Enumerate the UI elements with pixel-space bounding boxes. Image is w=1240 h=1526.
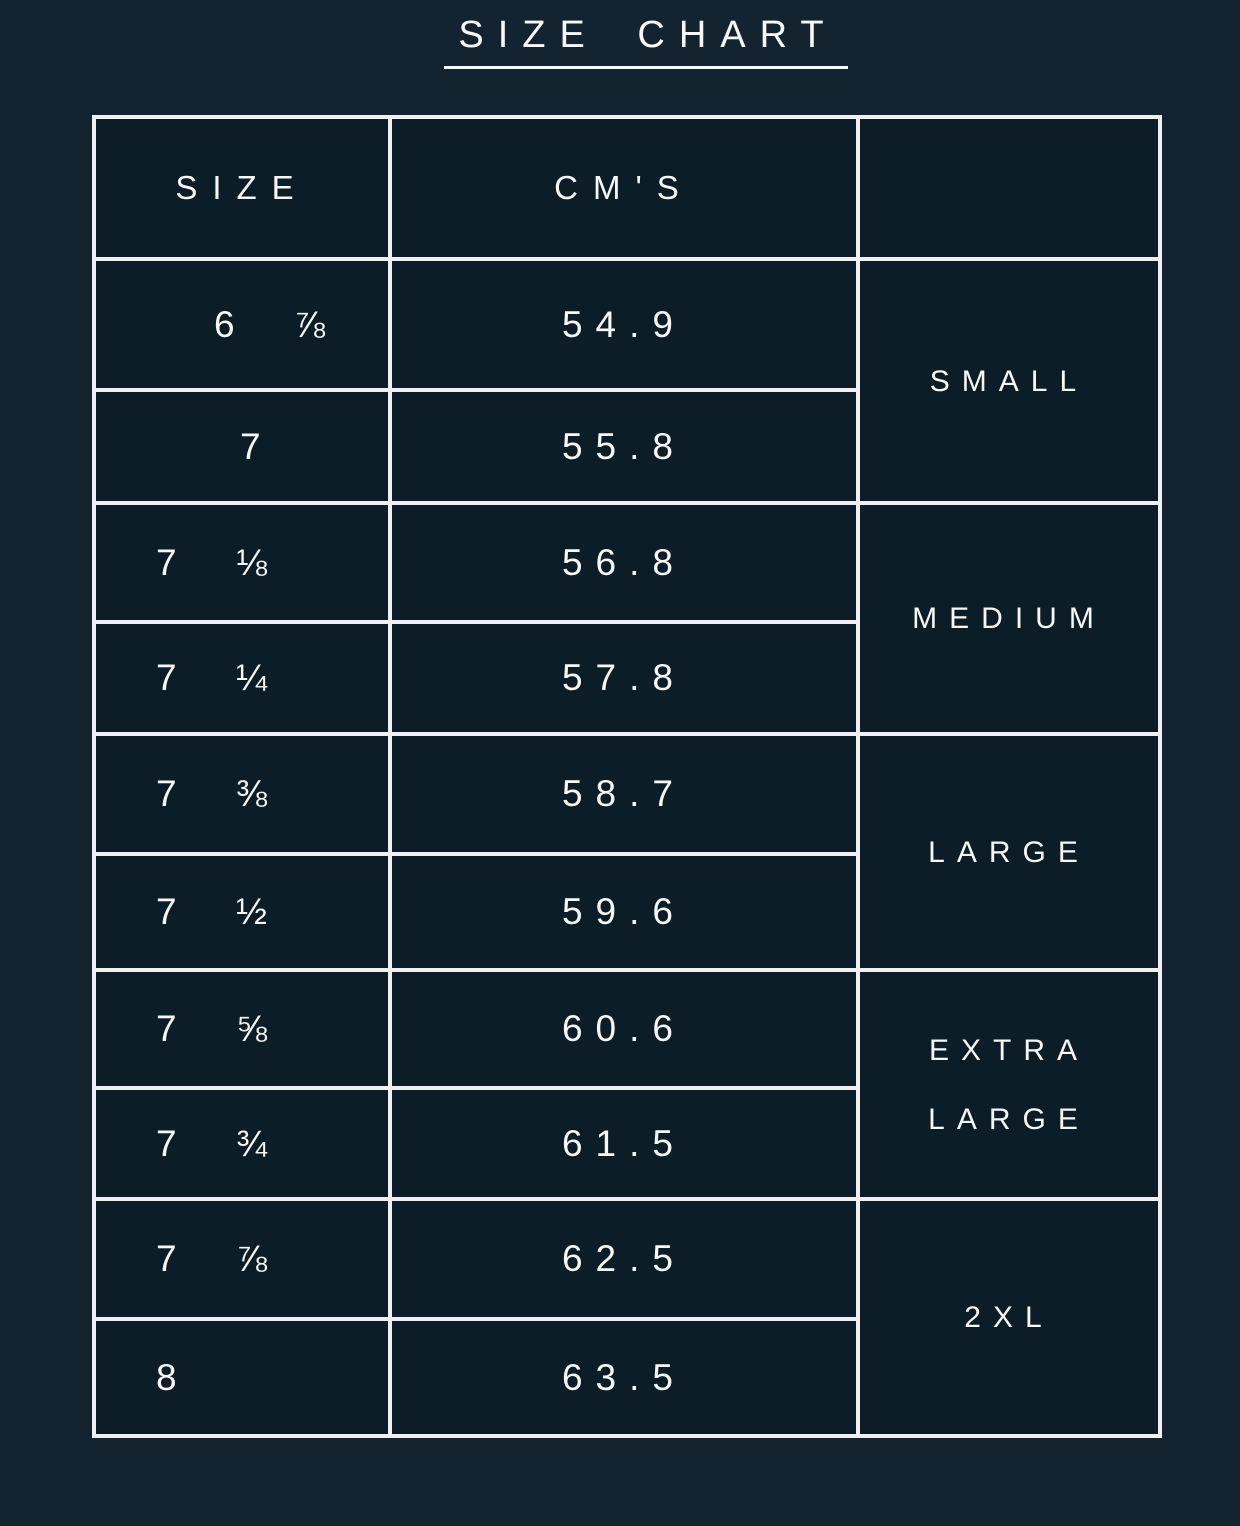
cm-cell: 61.5 <box>390 1088 858 1199</box>
table-row <box>94 503 1160 622</box>
cm-cell: 56.8 <box>390 503 858 622</box>
cm-cell: 58.7 <box>390 734 858 854</box>
table-row <box>94 734 1160 854</box>
cm-cell: 62.5 <box>390 1199 858 1319</box>
category-cell: 2XL <box>858 1199 1160 1436</box>
cm-cell: 59.6 <box>390 854 858 970</box>
table-row <box>94 1199 1160 1319</box>
size-cell: 7 ⅜ <box>94 734 390 854</box>
size-cell: 7 ½ <box>94 854 390 970</box>
cm-cell: 57.8 <box>390 622 858 734</box>
page-title: SIZE CHART <box>444 14 847 69</box>
category-column-header <box>858 117 1160 259</box>
cm-cell: 55.8 <box>390 390 858 503</box>
size-cell: 7 ⅝ <box>94 970 390 1088</box>
cm-cell: 54.9 <box>390 259 858 390</box>
size-cell: 7 ⅞ <box>94 1199 390 1319</box>
cm-column-header: CM'S <box>390 117 858 259</box>
size-chart-table <box>92 115 1162 1438</box>
table-row <box>94 259 1160 390</box>
table-row <box>94 970 1160 1088</box>
category-cell: SMALL <box>858 259 1160 503</box>
size-cell: 7 ¾ <box>94 1088 390 1199</box>
category-cell: LARGE <box>858 734 1160 970</box>
size-column-header: SIZE <box>94 117 390 259</box>
category-cell: EXTRA LARGE <box>858 970 1160 1199</box>
title-wrap <box>0 0 1240 69</box>
cm-cell: 60.6 <box>390 970 858 1088</box>
size-cell: 7 ⅛ <box>94 503 390 622</box>
category-cell: MEDIUM <box>858 503 1160 734</box>
cm-cell: 63.5 <box>390 1319 858 1436</box>
size-cell: 7 ¼ <box>94 622 390 734</box>
header-row <box>94 117 1160 259</box>
size-cell: 7 <box>94 390 390 503</box>
size-cell: 8 <box>94 1319 390 1436</box>
size-cell: 6 ⅞ <box>94 259 390 390</box>
